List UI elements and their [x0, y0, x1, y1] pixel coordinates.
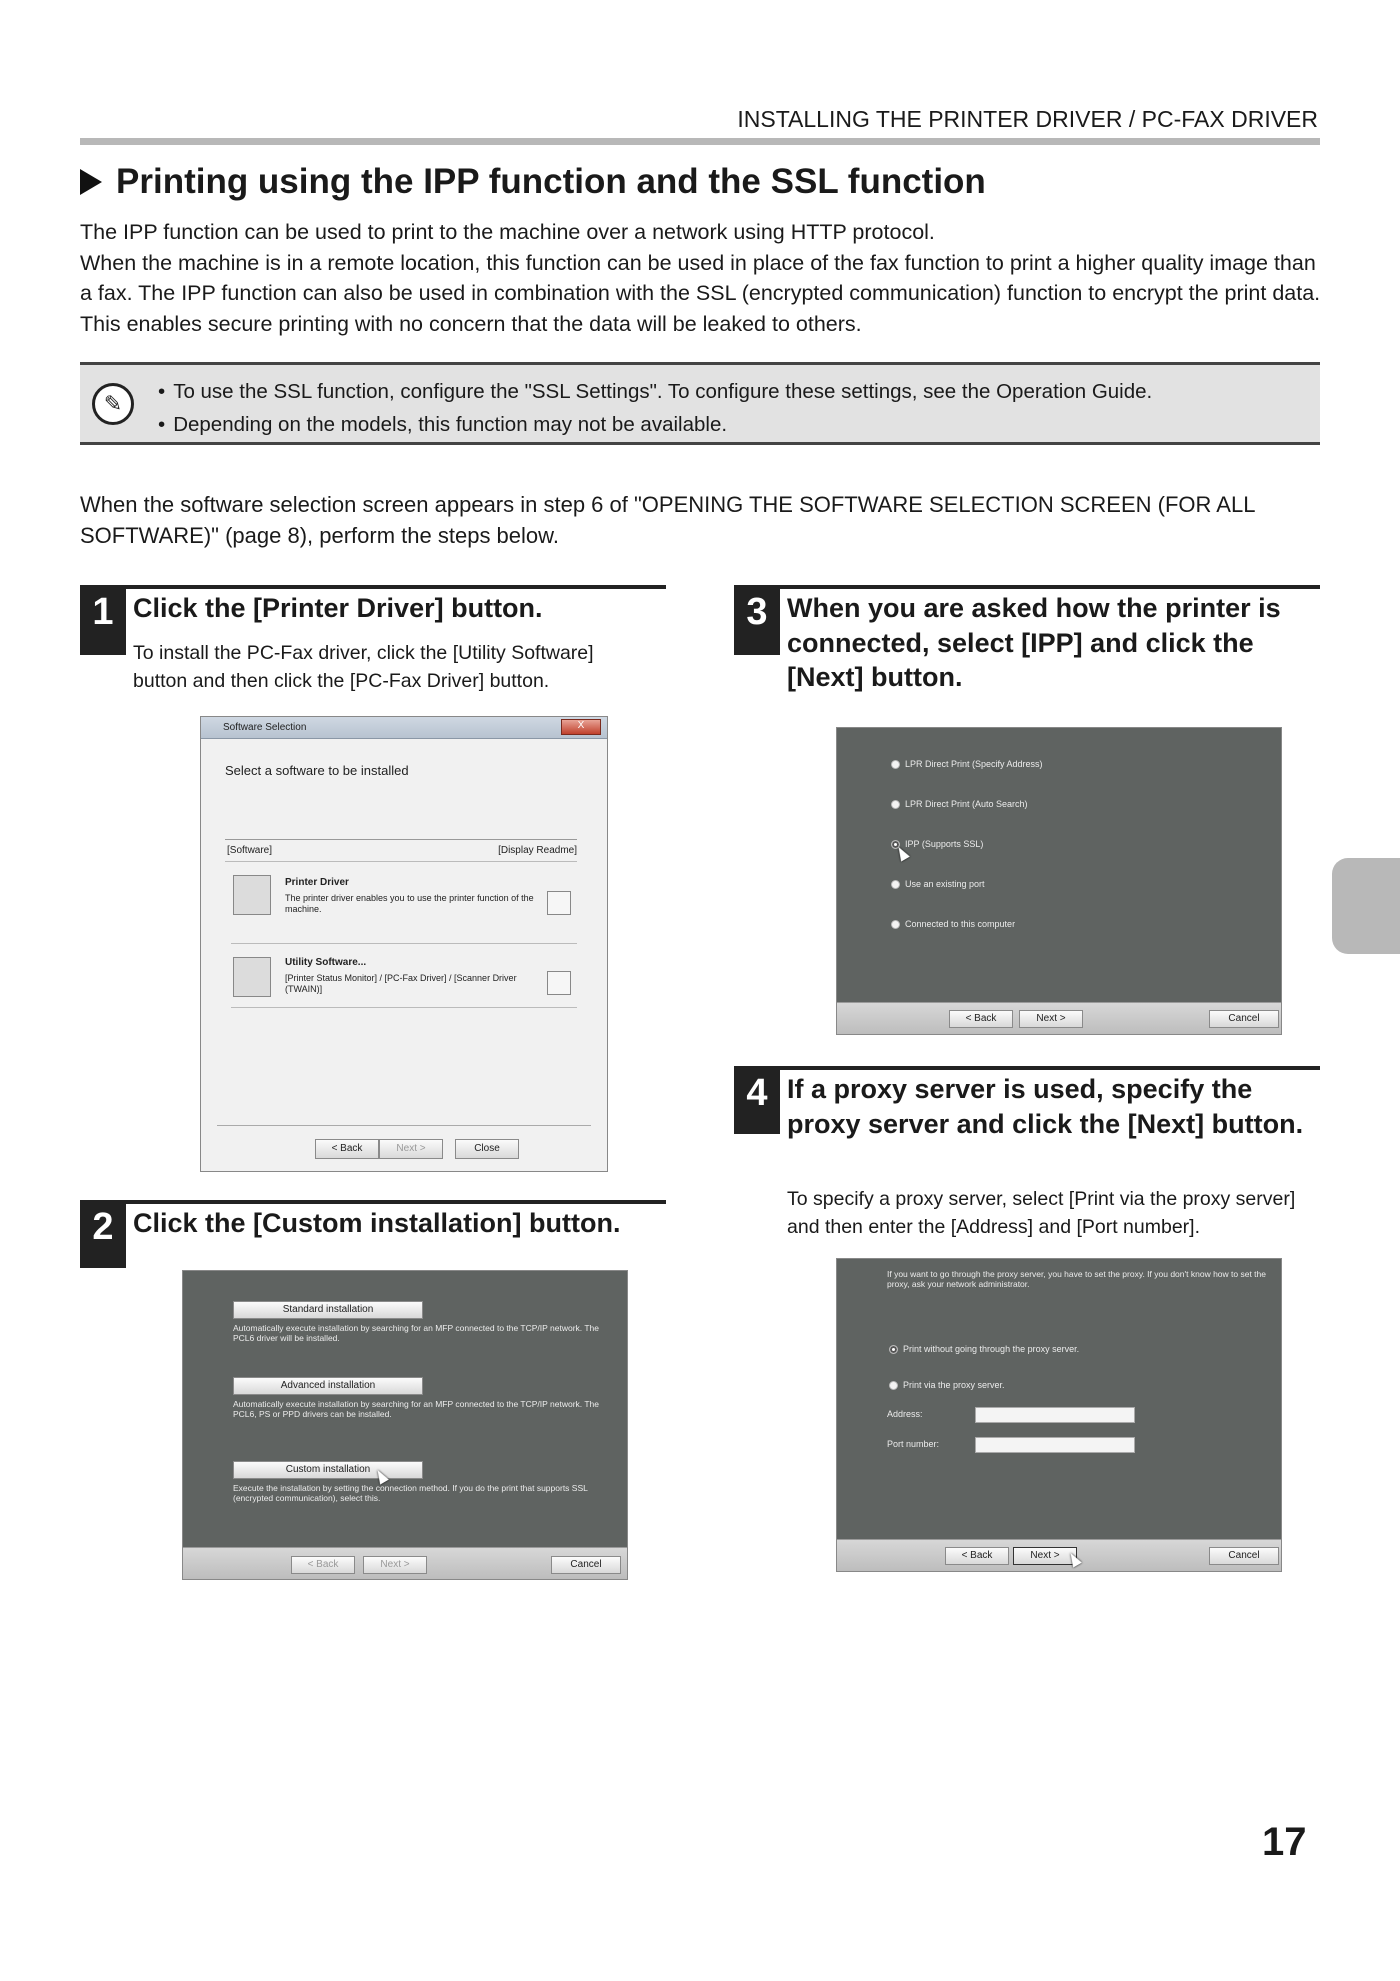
connection-method-screenshot	[836, 727, 1282, 1035]
step-number: 1	[80, 585, 126, 655]
wizard-button-bar	[837, 1539, 1281, 1571]
standard-installation-button[interactable]: Standard installation	[233, 1301, 423, 1319]
cancel-button[interactable]: Cancel	[1209, 1547, 1279, 1565]
printer-driver-icon[interactable]	[233, 875, 271, 915]
radio-local[interactable]	[891, 920, 900, 929]
divider	[231, 943, 577, 944]
proxy-info-text: If you want to go through the proxy server, you have to set the proxy. If you don't know how to set the proxy, ask your network administrator.	[887, 1269, 1266, 1289]
section-title-text: Printing using the IPP function and the SSL function	[116, 162, 986, 201]
step-number: 3	[734, 585, 780, 655]
port-input[interactable]	[975, 1437, 1135, 1453]
step-title: Click the [Custom installation] button.	[133, 1208, 621, 1238]
readme-icon[interactable]	[547, 891, 571, 915]
port-label: Port number:	[887, 1439, 940, 1449]
wizard-button-bar	[183, 1547, 627, 1579]
next-button[interactable]: Next >	[1013, 1547, 1077, 1565]
step-description: To install the PC-Fax driver, click the [Utility Software] button and then click the [PC-Fax Driver] button.	[133, 642, 594, 692]
step-rule	[80, 1200, 666, 1204]
address-label: Address:	[887, 1409, 923, 1419]
section-title	[80, 162, 986, 202]
header-rule	[80, 138, 1320, 145]
custom-installation-description: Execute the installation by setting the connection method. If you do the print that supports SSL (encrypted communication), select this.	[233, 1483, 588, 1503]
radio-direct[interactable]	[889, 1345, 898, 1354]
step-title: When you are asked how the printer is connected, select [IPP] and click the [Next] button.	[787, 593, 1281, 692]
divider	[225, 861, 577, 862]
divider	[225, 839, 577, 840]
note-item: • Depending on the models, this function may not be available.	[158, 408, 1152, 441]
running-header: INSTALLING THE PRINTER DRIVER / PC-FAX DRIVER	[737, 106, 1318, 132]
custom-installation-button[interactable]: Custom installation	[233, 1461, 423, 1479]
utility-software-icon[interactable]	[233, 957, 271, 997]
readme-column-header: [Display Readme]	[498, 845, 577, 856]
address-input[interactable]	[975, 1407, 1135, 1423]
window-title: Software Selection	[223, 722, 307, 733]
back-button[interactable]: < Back	[945, 1547, 1009, 1565]
step-title: Click the [Printer Driver] button.	[133, 593, 543, 623]
close-window-button[interactable]: X	[561, 719, 601, 735]
option-label: IPP (Supports SSL)	[905, 839, 984, 849]
close-button[interactable]: Close	[455, 1139, 519, 1159]
step-4	[734, 1066, 1320, 1246]
option-label: Print without going through the proxy server.	[903, 1344, 1080, 1354]
step-2	[80, 1200, 666, 1270]
pencil-note-icon: ✎	[92, 383, 134, 425]
divider	[217, 1125, 591, 1126]
utility-software-description: [Printer Status Monitor] / [PC-Fax Driver] / [Scanner Driver (TWAIN)]	[285, 973, 517, 994]
note-box	[80, 362, 1320, 445]
chapter-side-tab	[1332, 858, 1400, 954]
note-item: • To use the SSL function, configure the "SSL Settings". To configure these settings, see the Operation Guide.	[158, 375, 1152, 408]
divider	[231, 1007, 577, 1008]
step-rule	[734, 1066, 1320, 1070]
wizard-button-bar	[837, 1002, 1281, 1034]
proxy-settings-screenshot	[836, 1258, 1282, 1572]
software-column-header: [Software]	[227, 845, 273, 856]
cancel-button[interactable]: Cancel	[1209, 1010, 1279, 1028]
install-type-screenshot	[182, 1270, 628, 1580]
option-label: LPR Direct Print (Specify Address)	[905, 759, 1043, 769]
utility-software-title[interactable]: Utility Software...	[285, 957, 367, 968]
intro-paragraph: When the machine is in a remote location, this function can be used in place of the fax function to print a higher quality image than a fax. The IPP function can also be used in combination with the SSL (encrypted communication) function to encrypt the print data. This enables secure printing with no concern that the data will be leaked to others.	[80, 250, 1321, 336]
back-button[interactable]: < Back	[949, 1010, 1013, 1028]
step-1	[80, 585, 666, 695]
step-number: 2	[80, 1200, 126, 1268]
lead-text: When the software selection screen appears in step 6 of "OPENING THE SOFTWARE SELECTION SCREEN (FOR ALL SOFTWARE)" (page 8), perform the steps below.	[80, 492, 1255, 548]
step-rule	[80, 585, 666, 589]
option-label: Print via the proxy server.	[903, 1380, 1005, 1390]
software-selection-screenshot	[200, 716, 608, 1172]
printer-driver-description: The printer driver enables you to use the printer function of the machine.	[285, 893, 534, 914]
back-button[interactable]: < Back	[291, 1556, 355, 1574]
step-description: To specify a proxy server, select [Print via the proxy server] and then enter the [Address] and [Port number].	[787, 1188, 1296, 1238]
back-button[interactable]: < Back	[315, 1139, 379, 1159]
option-label: Connected to this computer	[905, 919, 1016, 929]
step-rule	[734, 585, 1320, 589]
radio-lpr-specify[interactable]	[891, 760, 900, 769]
printer-driver-title[interactable]: Printer Driver	[285, 877, 349, 888]
readme-icon[interactable]	[547, 971, 571, 995]
option-label: LPR Direct Print (Auto Search)	[905, 799, 1028, 809]
option-label: Use an existing port	[905, 879, 985, 889]
standard-installation-description: Automatically execute installation by searching for an MFP connected to the TCP/IP network. The PCL6 driver will be installed.	[233, 1323, 600, 1343]
page-number: 17	[1262, 1820, 1307, 1864]
note-list	[158, 375, 1152, 441]
step-title: If a proxy server is used, specify the proxy server and click the [Next] button.	[787, 1074, 1304, 1139]
title-bar	[201, 717, 607, 739]
intro-text	[80, 217, 1330, 339]
advanced-installation-description: Automatically execute installation by searching for an MFP connected to the TCP/IP network. The PCL6, PS or PPD drivers can be installed.	[233, 1399, 600, 1419]
step-3	[734, 585, 1320, 705]
radio-lpr-auto[interactable]	[891, 800, 900, 809]
advanced-installation-button[interactable]: Advanced installation	[233, 1377, 423, 1395]
next-button[interactable]: Next >	[363, 1556, 427, 1574]
next-button[interactable]: Next >	[379, 1139, 443, 1159]
radio-via-proxy[interactable]	[889, 1381, 898, 1390]
prompt-text: Select a software to be installed	[225, 763, 409, 778]
step-number: 4	[734, 1066, 780, 1134]
cancel-button[interactable]: Cancel	[551, 1556, 621, 1574]
radio-existing-port[interactable]	[891, 880, 900, 889]
next-button[interactable]: Next >	[1019, 1010, 1083, 1028]
triangle-bullet-icon	[80, 169, 102, 195]
intro-paragraph: The IPP function can be used to print to the machine over a network using HTTP protocol.	[80, 220, 935, 244]
